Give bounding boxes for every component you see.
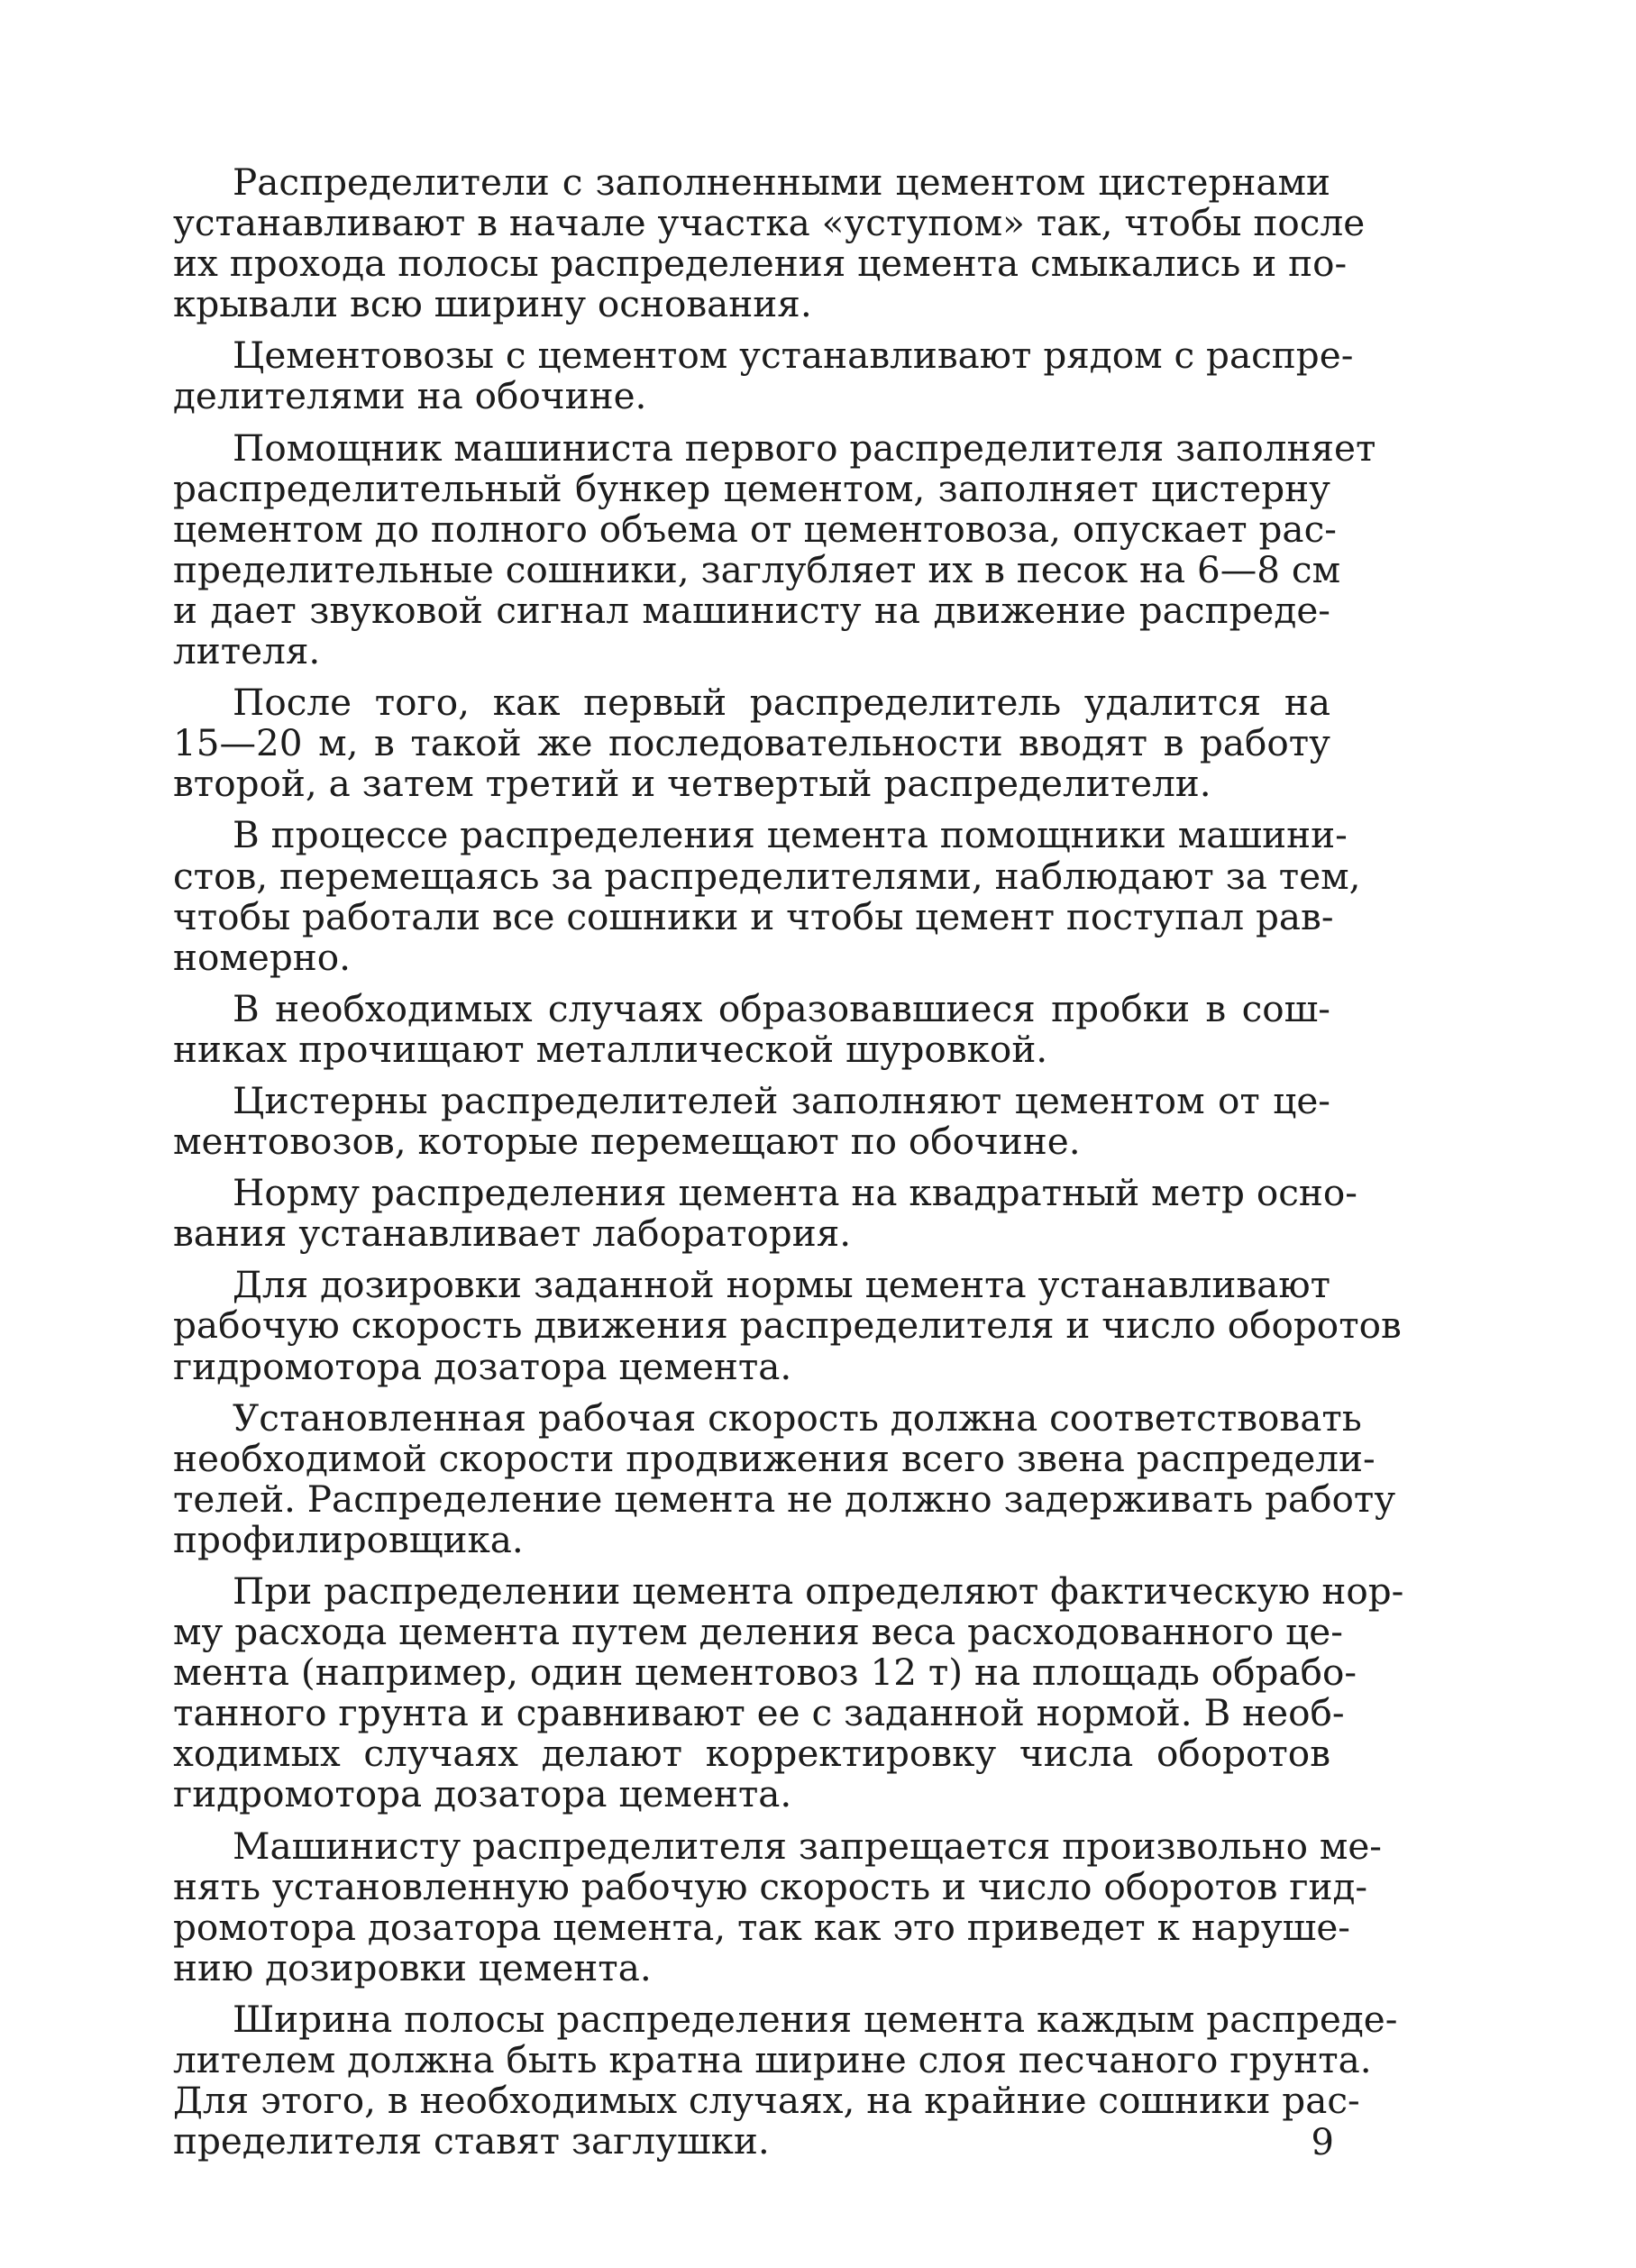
text-line: второй, а затем третий и четвертый распределители.: [173, 762, 1211, 806]
text-line: рабочую скорость движения распределителя и число оборотов: [173, 1303, 1402, 1348]
paragraph: [173, 682, 1330, 804]
text-line: никах прочищают металлической шуровкой.: [173, 1027, 1048, 1071]
text-line: номерно.: [173, 935, 352, 979]
paragraph: [173, 1997, 1398, 2163]
text-line: цементом до полного объема от цементовоза, опускает рас-: [173, 507, 1337, 551]
text-line: При распределении цемента определяют фактическую нор-: [233, 1569, 1404, 1613]
text-line: Машинисту распределителя запрещается произвольно ме-: [233, 1824, 1382, 1868]
text-line: пределительные сошники, заглубляет их в песок на 6—8 см: [173, 547, 1341, 591]
text-line: телей. Распределение цемента не должно задерживать работу: [173, 1477, 1396, 1521]
paragraph: [173, 1078, 1330, 1164]
text-line: мента (например, один цементовоз 12 т) на площадь обрабо-: [173, 1651, 1357, 1695]
paragraph: [173, 1824, 1382, 1989]
text-line: делителями на обочине.: [173, 374, 647, 418]
paragraph: [173, 986, 1330, 1071]
text-line: танного грунта и сравнивают ее с заданной нормой. В необ-: [173, 1691, 1345, 1735]
paragraph: [173, 1569, 1404, 1816]
text-line: лителя.: [173, 629, 321, 673]
text-line: Цементовозы с цементом устанавливают рядом с распре-: [233, 334, 1354, 378]
text-line: устанавливают в начале участка «уступом» так, чтобы после: [173, 201, 1366, 245]
paragraph: [173, 813, 1361, 979]
text-line: Для дозировки заданной нормы цемента устанавливают: [233, 1263, 1330, 1307]
text-line: му расхода цемента путем деления веса расходованного це-: [173, 1610, 1343, 1654]
paragraph: [173, 1263, 1402, 1388]
text-line: их прохода полосы распределения цемента смыкались и по-: [173, 242, 1348, 286]
text-line: гидромотора дозатора цемента.: [173, 1772, 792, 1816]
text-line: пределителя ставят заглушки.: [173, 2119, 770, 2163]
paragraph: [173, 160, 1366, 326]
page-number: 9: [1311, 2122, 1334, 2163]
text-line: лителем должна быть кратна ширине слоя песчаного грунта.: [173, 2038, 1372, 2082]
text-line: необходимой скорости продвижения всего звена распредели-: [173, 1436, 1376, 1480]
text-line: В процессе распределения цемента помощники машини-: [233, 813, 1348, 857]
text-line: стов, перемещаясь за распределителями, наблюдают за тем,: [173, 854, 1361, 898]
text-line: После того, как первый распределитель удалится на: [233, 681, 1330, 725]
text-line: вания устанавливает лаборатория.: [173, 1212, 852, 1256]
text-line: гидромотора дозатора цемента.: [173, 1344, 792, 1388]
text-line: В необходимых случаях образовавшиеся пробки в сош-: [233, 986, 1330, 1030]
text-line: Норму распределения цемента на квадратный метр осно-: [233, 1171, 1357, 1215]
text-line: нию дозировки цемента.: [173, 1945, 652, 1989]
paragraph: [173, 1395, 1396, 1561]
text-line: нять установленную рабочую скорость и число оборотов гид-: [173, 1864, 1368, 1908]
paragraph: [173, 425, 1376, 673]
text-line: крывали всю ширину основания.: [173, 282, 812, 326]
text-line: ментовозов, которые перемещают по обочине.: [173, 1120, 1081, 1164]
text-line: Установленная рабочая скорость должна соответствовать: [233, 1395, 1362, 1440]
text-line: Цистерны распределителей заполняют цементом от це-: [233, 1078, 1330, 1122]
text-line: чтобы работали все сошники и чтобы цемент поступал рав-: [173, 894, 1334, 938]
body-text: [173, 160, 1404, 2172]
text-line: 15—20 м, в такой же последовательности вводят в работу: [173, 721, 1330, 765]
text-line: профилировщика.: [173, 1517, 524, 1561]
text-line: ходимых случаях делают корректировку числа оборотов: [173, 1732, 1330, 1776]
text-line: ромотора дозатора цемента, так как это приведет к наруше-: [173, 1905, 1350, 1949]
paragraph: [173, 334, 1354, 418]
text-line: Ширина полосы распределения цемента каждым распреде-: [233, 1997, 1398, 2041]
text-line: Для этого, в необходимых случаях, на крайние сошники рас-: [173, 2079, 1360, 2123]
text-line: Помощник машиниста первого распределителя заполняет: [233, 425, 1376, 470]
text-line: и дает звуковой сигнал машинисту на движение распреде-: [173, 588, 1330, 632]
paragraph: [173, 1171, 1357, 1256]
text-line: распределительный бункер цементом, заполняет цистерну: [173, 466, 1330, 510]
text-line: Распределители с заполненными цементом цистернами: [233, 160, 1330, 204]
